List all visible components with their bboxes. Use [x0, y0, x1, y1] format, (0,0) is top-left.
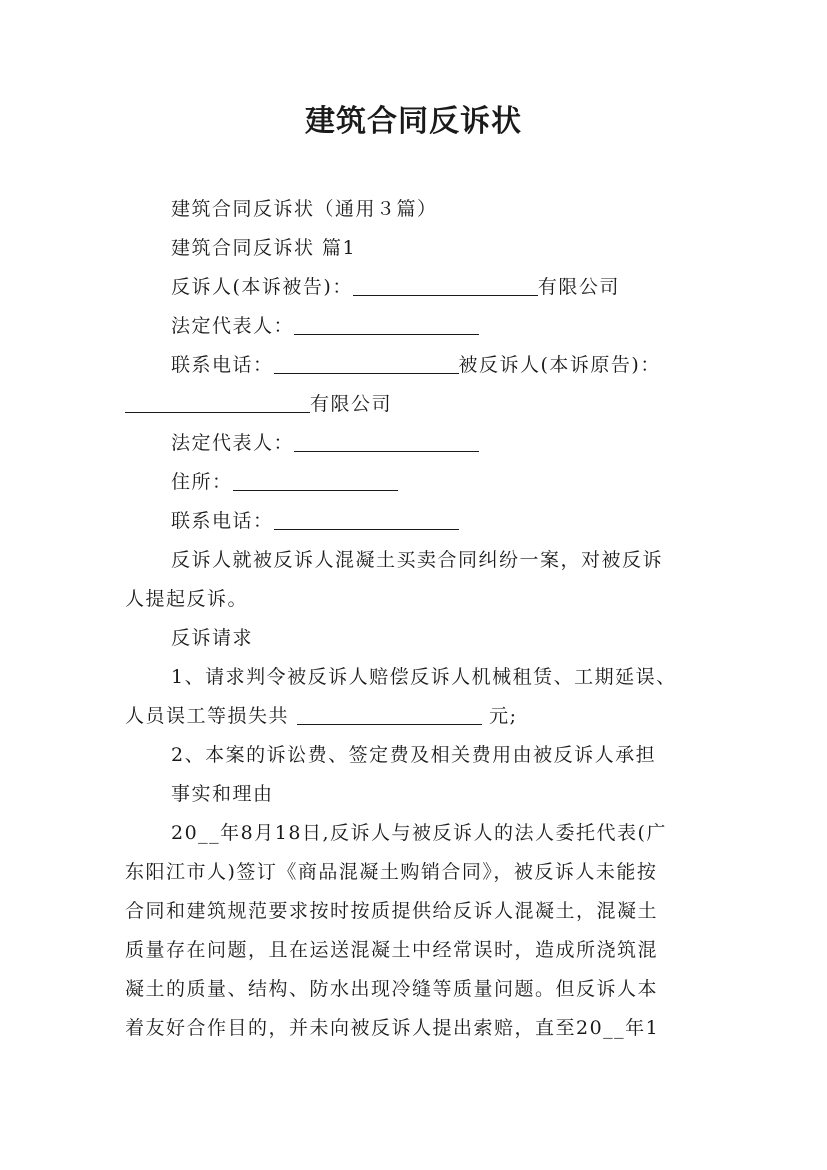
section-heading: 建筑合同反诉状 篇1	[171, 237, 357, 259]
counterclaimant-blank	[353, 273, 538, 296]
phone-line-1	[125, 346, 710, 385]
claims-heading: 反诉请求	[171, 627, 254, 649]
subtitle-line: 建筑合同反诉状（通用３篇）	[171, 198, 438, 220]
paragraph-line: 合同和建筑规范要求按时按质提供给反诉人混凝土，混凝土	[125, 900, 659, 922]
respondent-suffix: 有限公司	[310, 393, 393, 415]
phone-blank-2	[274, 507, 459, 530]
paragraph-line: 凝土的质量、结构、防水出现冷缝等质量问题。但反诉人本	[125, 978, 659, 1000]
phone-blank-1	[274, 351, 459, 374]
counterclaimant-label: 反诉人(本诉被告)：	[171, 276, 353, 298]
claim-item-2: 2、本案的诉讼费、签定费及相关费用由被反诉人承担	[171, 744, 657, 766]
legal-rep-line-2	[125, 424, 710, 463]
legal-rep-label-1: 法定代表人：	[171, 315, 295, 337]
phone-line-2	[125, 502, 710, 541]
respondent-label: 被反诉人(本诉原告)：	[458, 354, 661, 376]
phone-label-2: 联系电话：	[171, 510, 274, 532]
legal-rep-label-2: 法定代表人：	[171, 432, 295, 454]
claim-amount-blank	[297, 702, 482, 725]
paragraph-line: 人提起反诉。	[125, 588, 249, 610]
paragraph-line: 质量存在问题，且在运送混凝土中经常误时，造成所浇筑混	[125, 939, 659, 961]
claim-amount-label: 人员误工等损失共	[125, 705, 297, 727]
legal-rep-line-1	[125, 307, 710, 346]
phone-label-1: 联系电话：	[171, 354, 274, 376]
respondent-line	[125, 385, 710, 424]
counterclaimant-suffix: 有限公司	[537, 276, 620, 298]
respondent-blank	[125, 390, 310, 413]
address-blank	[233, 468, 398, 491]
paragraph-line: 着友好合作目的，并未向被反诉人提出索赔，直至20__年1	[125, 1017, 660, 1039]
paragraph-line: 反诉人就被反诉人混凝土买卖合同纠纷一案，对被反诉	[171, 549, 664, 571]
legal-rep-blank-1	[294, 312, 479, 335]
claim-item-1: 1、请求判令被反诉人赔偿反诉人机械租赁、工期延误、	[171, 666, 677, 688]
claim-amount-unit: 元;	[481, 705, 518, 727]
address-label: 住所：	[171, 471, 233, 493]
facts-heading: 事实和理由	[171, 783, 274, 805]
address-line	[125, 463, 710, 502]
legal-rep-blank-2	[294, 429, 479, 452]
counterclaimant-line	[125, 268, 710, 307]
document-title: 建筑合同反诉状	[305, 104, 522, 139]
document-body	[125, 190, 710, 1048]
claim-item-1-continued	[125, 697, 710, 736]
paragraph-line: 东阳江市人)签订《商品混凝土购销合同》，被反诉人未能按	[125, 861, 658, 883]
paragraph-line: 20__年8月18日,反诉人与被反诉人的法人委托代表(广	[171, 822, 667, 844]
